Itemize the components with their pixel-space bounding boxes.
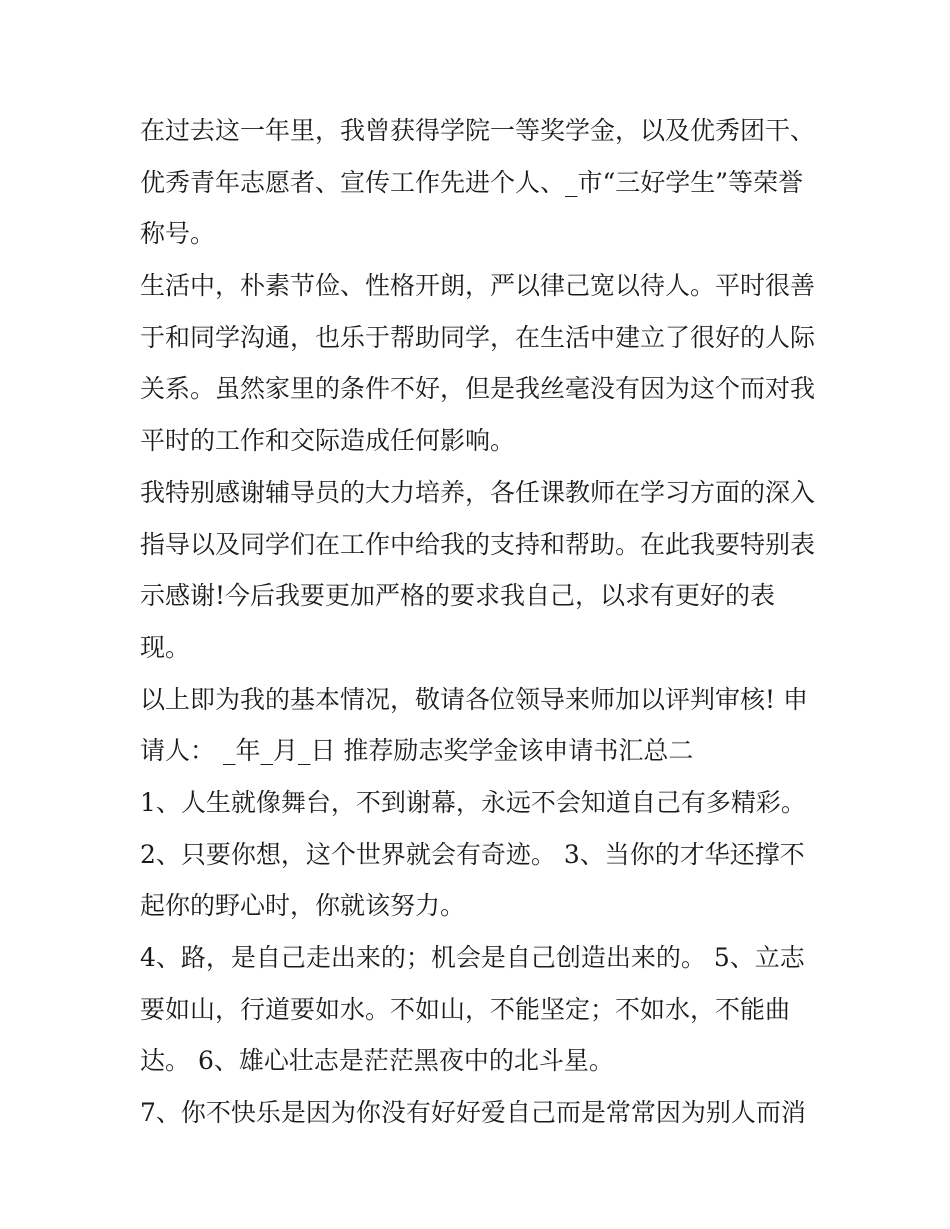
- text-line: 4、路，是自己走出来的；机会是自己创造出来的。 5、立志: [140, 943, 805, 972]
- text-line: 以上即为我的基本情况，敬请各位领导来师加以评判审核! 申: [140, 684, 808, 714]
- text-line: 请人： _年_月_日 推荐励志奖学金该申请书汇总二: [140, 736, 694, 766]
- text-line: 在过去这一年里，我曾获得学院一等奖学金，以及优秀团干、: [140, 116, 816, 145]
- text-line: 现。: [140, 632, 191, 662]
- text-line: 指导以及同学们在工作中给我的支持和帮助。在此我要特别表: [140, 529, 816, 559]
- text-line: 示感谢!今后我要更加严格的要求我自己，以求有更好的表: [140, 581, 776, 611]
- text-line: 1、人生就像舞台，不到谢幕，永远不会知道自己有多精彩。: [140, 787, 806, 817]
- text-line: 于和同学沟通，也乐于帮助同学，在生活中建立了很好的人际: [140, 322, 816, 352]
- text-line: 生活中，朴素节俭、性格开朗，严以律己宽以待人。平时很善: [140, 271, 816, 301]
- text-line: 7、你不快乐是因为你没有好好爱自己而是常常因为别人而消: [140, 1098, 806, 1128]
- text-line: 起你的野心时，你就该努力。: [140, 891, 466, 921]
- text-line: 我特别感谢辅导员的大力培养，各任课教师在学习方面的深入: [140, 477, 816, 507]
- text-line: 关系。虽然家里的条件不好，但是我丝毫没有因为这个而对我: [140, 374, 816, 404]
- text-line: 称号。: [140, 219, 216, 249]
- text-line: 2、只要你想，这个世界就会有奇迹。 3、当你的才华还撑不: [140, 839, 805, 869]
- text-line: 平时的工作和交际造成任何影响。: [140, 426, 516, 456]
- text-line: 达。 6、雄心壮志是茫茫黑夜中的北斗星。: [140, 1046, 614, 1076]
- text-line: 优秀青年志愿者、宣传工作先进个人、_市“三好学生”等荣誉: [140, 167, 804, 197]
- text-line: 要如山，行道要如水。不如山，不能坚定；不如水，不能曲: [140, 994, 791, 1024]
- document-body: [140, 105, 820, 1139]
